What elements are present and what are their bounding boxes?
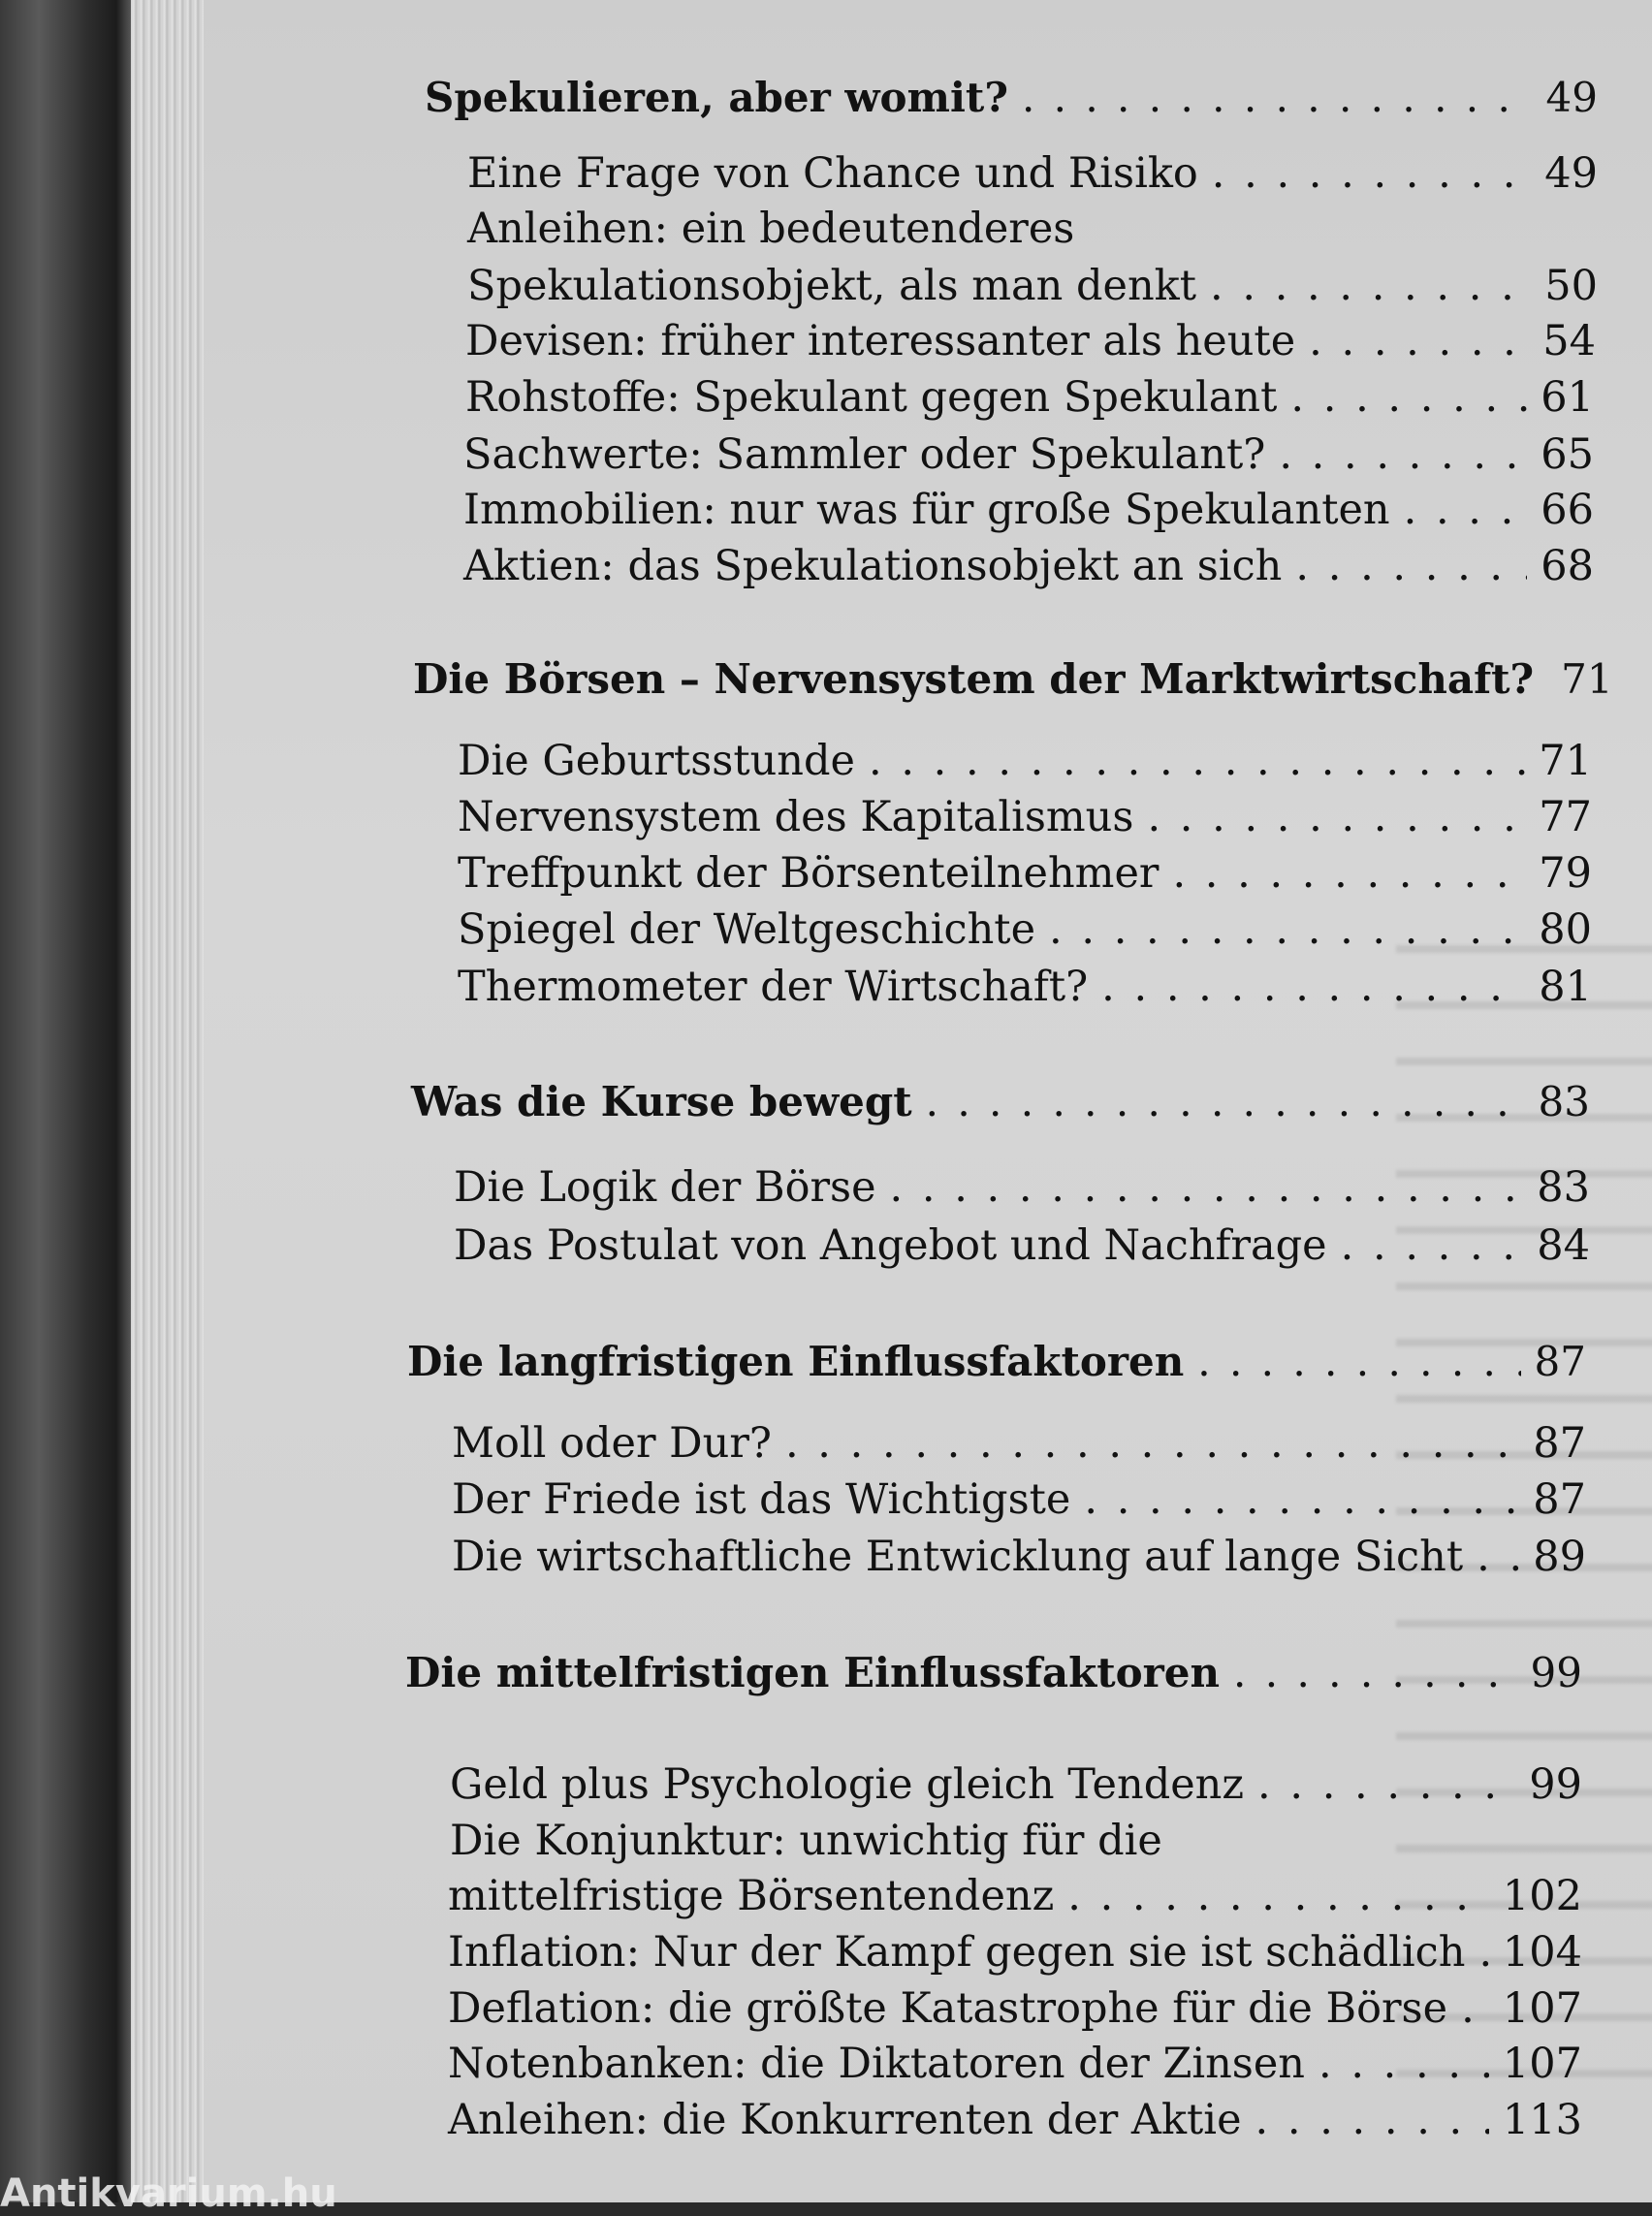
dot-leader	[1295, 538, 1527, 594]
entry-title: Anleihen: die Konkurrenten der Aktie	[448, 2096, 1242, 2144]
page-number: 71	[1539, 737, 1592, 785]
toc-section-heading	[413, 651, 1613, 708]
toc-entry	[454, 1218, 1590, 1274]
toc-entry	[458, 902, 1592, 958]
dot-leader	[1461, 1980, 1489, 2037]
toc-entry	[458, 845, 1592, 902]
page-number: 87	[1533, 1419, 1586, 1468]
page-number: 61	[1541, 373, 1594, 422]
dot-leader	[1341, 1218, 1524, 1274]
toc-entry	[465, 313, 1596, 369]
entry-title: Die wirtschaftliche Entwicklung auf lange Sicht	[452, 1533, 1464, 1581]
page-number: 49	[1544, 149, 1598, 198]
page-number: 71	[1561, 655, 1613, 703]
toc-entry	[448, 2092, 1582, 2148]
toc-entry	[465, 369, 1594, 426]
toc-section-heading	[405, 1645, 1582, 1701]
page-number: 77	[1539, 793, 1592, 841]
toc-entry	[452, 1529, 1586, 1585]
entry-title: Devisen: früher interessanter als heute	[465, 317, 1296, 365]
page-number: 113	[1502, 2096, 1582, 2144]
toc-entry	[463, 482, 1594, 538]
toc-entry	[448, 1868, 1582, 1924]
entry-title: Notenbanken: die Diktatoren der Zinsen	[448, 2040, 1305, 2088]
entry-title: Geld plus Psychologie gleich Tendenz	[450, 1760, 1245, 1809]
page-number: 107	[1502, 1984, 1582, 2033]
entry-title: Treffpunkt der Börsenteilnehmer	[458, 849, 1160, 898]
toc-section-heading	[425, 70, 1598, 126]
dot-leader	[1318, 2036, 1489, 2092]
entry-title: Der Friede ist das Wichtigste	[452, 1475, 1071, 1524]
dot-leader	[869, 733, 1525, 789]
page-number: 102	[1502, 1872, 1582, 1920]
entry-title: Moll oder Dur?	[452, 1419, 772, 1468]
page-number: 66	[1541, 486, 1594, 534]
section-title: Die mittelfristigen Einflussfaktoren	[405, 1649, 1221, 1696]
page-number: 107	[1502, 2040, 1582, 2088]
toc-section-heading	[411, 1074, 1590, 1130]
dot-leader	[1049, 902, 1525, 958]
page-number: 87	[1534, 1338, 1586, 1385]
page-number: 49	[1545, 74, 1598, 121]
toc-entry	[463, 427, 1594, 483]
page-number: 68	[1541, 542, 1594, 590]
toc-entry	[452, 1472, 1586, 1528]
page-number: 87	[1533, 1475, 1586, 1524]
dot-leader	[1210, 258, 1531, 314]
toc-entry	[458, 733, 1592, 789]
toc-entry	[458, 789, 1592, 845]
dot-leader	[1147, 789, 1525, 845]
page-number: 99	[1530, 1649, 1582, 1696]
entry-title: Das Postulat von Angebot und Nachfrage	[454, 1221, 1327, 1270]
dot-leader	[890, 1159, 1524, 1216]
dot-leader	[1257, 1757, 1515, 1813]
page-number: 54	[1542, 317, 1596, 365]
page-number: 84	[1537, 1221, 1590, 1270]
dot-leader	[1084, 1472, 1519, 1528]
dot-leader	[1101, 959, 1525, 1015]
toc-entry	[448, 1924, 1582, 1980]
toc-entry	[467, 145, 1598, 202]
dot-leader	[1197, 1334, 1520, 1390]
entry-title: Inflation: Nur der Kampf gegen sie ist schädlich	[448, 1928, 1466, 1977]
page-number: 80	[1539, 905, 1592, 954]
dot-leader	[1404, 482, 1528, 538]
page-number: 83	[1537, 1163, 1590, 1212]
entry-title: mittelfristige Börsentendenz	[448, 1872, 1055, 1920]
dot-leader	[1022, 70, 1533, 126]
section-title: Die langfristigen Einflussfaktoren	[407, 1338, 1185, 1385]
toc-entry	[448, 1980, 1582, 2037]
entry-title: Die Logik der Börse	[454, 1163, 876, 1212]
page-number: 65	[1541, 430, 1594, 479]
section-title: Spekulieren, aber womit?	[425, 74, 1008, 121]
page-number: 89	[1533, 1533, 1586, 1581]
dot-leader	[1290, 369, 1527, 426]
entry-title: Immobilien: nur was für große Spekulanten	[463, 486, 1390, 534]
toc-entry	[448, 2036, 1582, 2092]
entry-title: Spiegel der Weltgeschichte	[458, 905, 1036, 954]
entry-title: Spekulationsobjekt, als man denkt	[467, 262, 1197, 310]
dot-leader	[1255, 2092, 1489, 2148]
entry-title: Rohstoffe: Spekulant gegen Spekulant	[465, 373, 1278, 422]
toc-entry	[452, 1415, 1586, 1472]
toc-entry	[454, 1159, 1590, 1216]
entry-title: Sachwerte: Sammler oder Spekulant?	[463, 430, 1266, 479]
dot-leader	[926, 1074, 1525, 1130]
entry-title-line1: Die Konjunktur: unwichtig für die	[450, 1817, 1162, 1865]
entry-title: Aktien: das Spekulationsobjekt an sich	[463, 542, 1283, 590]
entry-title: Deflation: die größte Katastrophe für die Börse	[448, 1984, 1448, 2033]
toc-entry	[463, 538, 1594, 594]
entry-title: Die Geburtsstunde	[458, 737, 855, 785]
section-title: Die Börsen – Nervensystem der Marktwirtschaft?	[413, 655, 1535, 703]
dot-leader	[1212, 145, 1532, 202]
dot-leader	[1233, 1645, 1517, 1701]
entry-title: Eine Frage von Chance und Risiko	[467, 149, 1198, 198]
toc-entry	[467, 258, 1598, 314]
dot-leader	[1279, 427, 1527, 483]
entry-title: Nervensystem des Kapitalismus	[458, 793, 1134, 841]
dot-leader	[1172, 845, 1525, 902]
watermark-text: Antikvarium.hu	[0, 2171, 337, 2216]
page-number: 79	[1539, 849, 1592, 898]
dot-leader	[1477, 1529, 1519, 1585]
dot-leader	[1309, 313, 1529, 369]
page-number: 104	[1502, 1928, 1582, 1977]
toc-entry	[458, 959, 1592, 1015]
dot-leader	[785, 1415, 1519, 1472]
dot-leader	[1067, 1868, 1489, 1924]
page-number: 50	[1544, 262, 1598, 310]
section-title: Was die Kurse bewegt	[411, 1078, 912, 1125]
entry-title: Thermometer der Wirtschaft?	[458, 963, 1089, 1011]
entry-title-line1: Anleihen: ein bedeutenderes	[467, 205, 1075, 253]
page-number: 83	[1538, 1078, 1590, 1125]
page-number: 81	[1539, 963, 1592, 1011]
toc-entry	[450, 1757, 1582, 1813]
page-number: 99	[1529, 1760, 1582, 1809]
toc-section-heading	[407, 1334, 1586, 1390]
dot-leader	[1478, 1924, 1488, 1980]
